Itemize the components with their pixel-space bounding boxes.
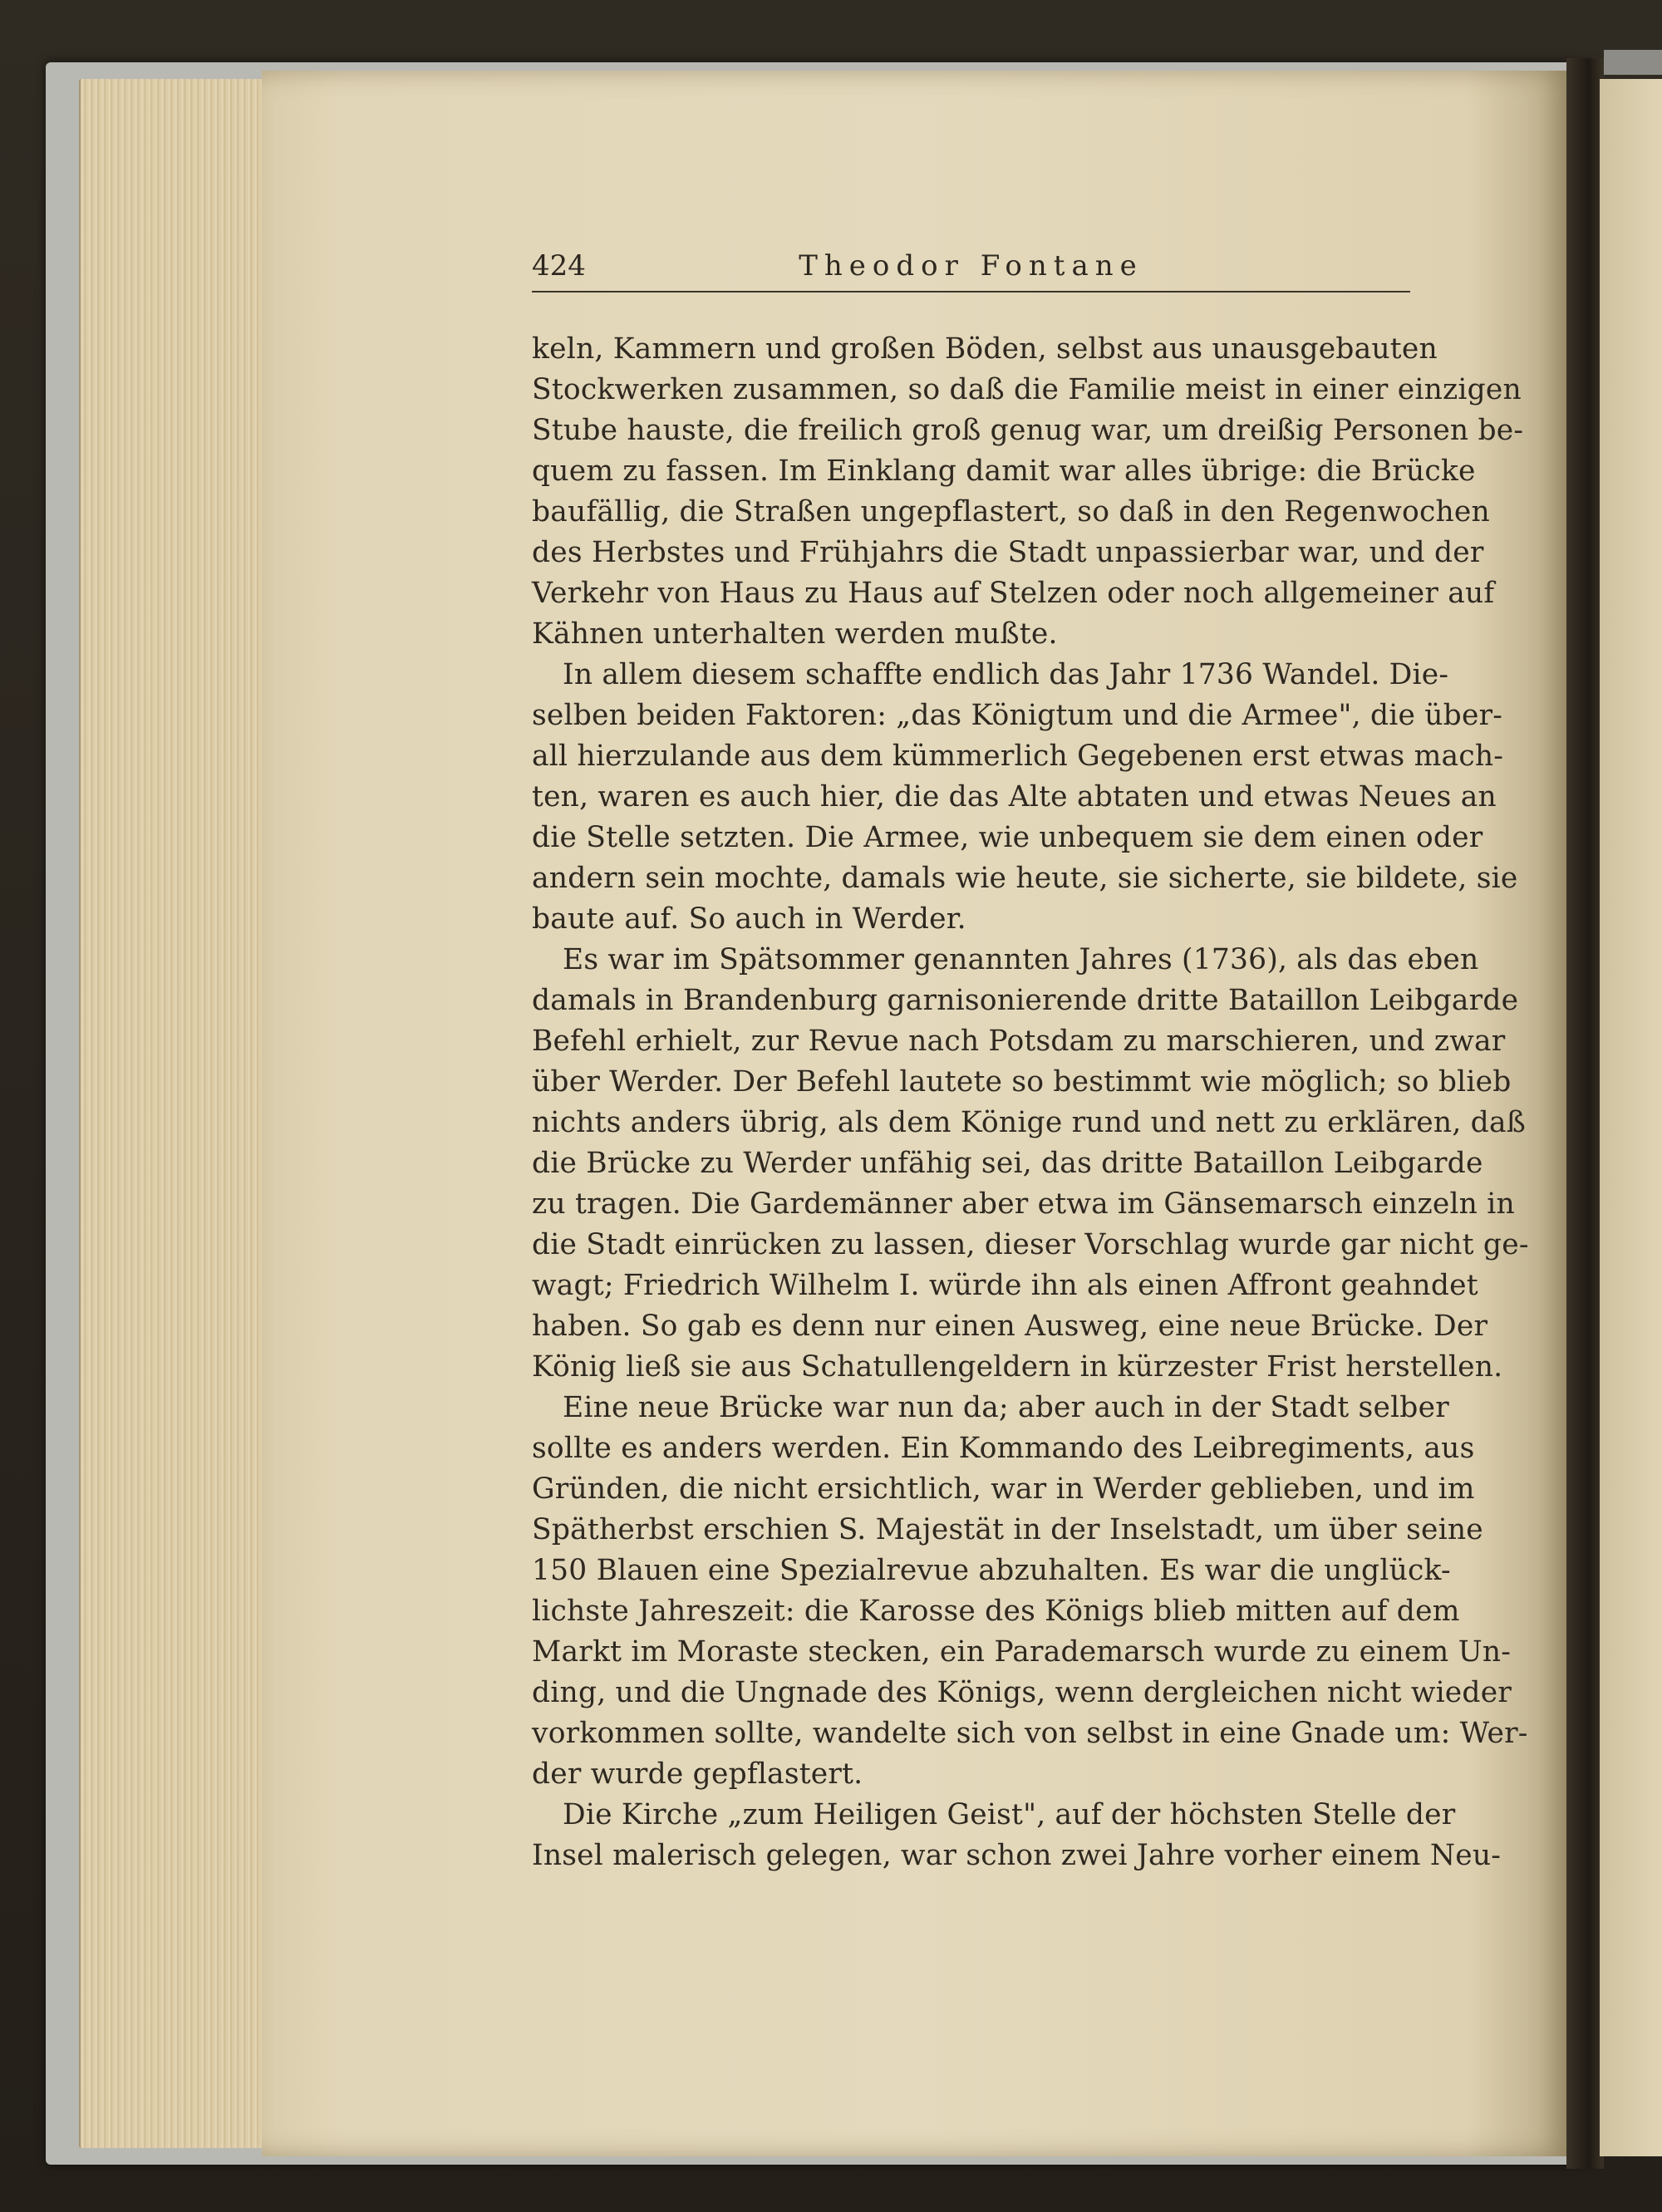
text-line: König ließ sie aus Schatullengeldern in kürzester Frist herstellen. [532,1350,1503,1384]
text-line: die Stadt einrücken zu lassen, dieser Vorschlag wurde gar nicht ge- [532,1228,1529,1261]
text-line: Kähnen unterhalten werden mußte. [532,617,1058,651]
text-line: quem zu fassen. Im Einklang damit war alles übrige: die Brücke [532,455,1476,488]
body-text [532,329,1529,1876]
text-line: keln, Kammern und großen Böden, selbst aus unausgebauten [532,332,1438,366]
page-edges [79,79,272,2148]
text-line: selben beiden Faktoren: „das Königtum und die Armee", die über- [532,699,1503,732]
page-number: 424 [532,249,586,283]
text-line: 150 Blauen eine Spezialrevue abzuhalten. Es war die unglück- [532,1554,1451,1587]
text-line: wagt; Friedrich Wilhelm I. würde ihn als einen Affront geahndet [532,1269,1478,1302]
text-line: sollte es anders werden. Ein Kommando des Leibregiments, aus [532,1432,1475,1465]
spine-strip [1604,50,1662,75]
text-line: Gründen, die nicht ersichtlich, war in Werder geblieben, und im [532,1472,1475,1506]
text-line: Spätherbst erschien S. Majestät in der Inselstadt, um über seine [532,1513,1483,1546]
text-line: die Brücke zu Werder unfähig sei, das dritte Bataillon Leibgarde [532,1147,1483,1180]
text-line: Stube hauste, die freilich groß genug war, um dreißig Personen be- [532,414,1524,447]
text-line: haben. So gab es denn nur einen Ausweg, eine neue Brücke. Der [532,1310,1488,1343]
text-line: des Herbstes und Frühjahrs die Stadt unpassierbar war, und der [532,536,1484,569]
book-gutter [1566,58,1604,2169]
text-line: zu tragen. Die Gardemänner aber etwa im Gänsemarsch einzeln in [532,1187,1515,1221]
text-line: ten, waren es auch hier, die das Alte abtaten und etwas Neues an [532,780,1497,814]
text-line: damals in Brandenburg garnisonierende dritte Bataillon Leibgarde [532,984,1519,1017]
text-line: Die Kirche „zum Heiligen Geist", auf der höchsten Stelle der [563,1798,1456,1831]
running-head [532,249,1410,292]
facing-page-edge [1600,79,1662,2156]
text-line: Markt im Moraste stecken, ein Parademarsch wurde zu einem Un- [532,1635,1512,1669]
text-line: baute auf. So auch in Werder. [532,902,966,936]
text-line: Eine neue Brücke war nun da; aber auch in der Stadt selber [563,1391,1449,1424]
text-line: Befehl erhielt, zur Revue nach Potsdam zu marschieren, und zwar [532,1025,1506,1058]
text-line: In allem diesem schaffte endlich das Jahr 1736 Wandel. Die- [563,658,1449,691]
text-line: vorkommen sollte, wandelte sich von selbst in eine Gnade um: Wer- [532,1717,1528,1750]
text-line: über Werder. Der Befehl lautete so bestimmt wie möglich; so blieb [532,1065,1512,1099]
text-line: nichts anders übrig, als dem Könige rund und nett zu erklären, daß [532,1106,1526,1139]
text-line: Es war im Spätsommer genannten Jahres (1736), als das eben [563,943,1479,976]
text-line: die Stelle setzten. Die Armee, wie unbequem sie dem einen oder [532,821,1483,854]
text-line: Insel malerisch gelegen, war schon zwei Jahre vorher einem Neu- [532,1839,1502,1872]
text-line: lichste Jahreszeit: die Karosse des Königs blieb mitten auf dem [532,1595,1460,1628]
text-line: ding, und die Ungnade des Königs, wenn dergleichen nicht wieder [532,1676,1512,1709]
text-line: Stockwerken zusammen, so daß die Familie meist in einer einzigen [532,373,1522,406]
text-line: baufällig, die Straßen ungepflastert, so daß in den Regenwochen [532,495,1490,528]
text-line: andern sein mochte, damals wie heute, sie sicherte, sie bildete, sie [532,862,1518,895]
running-title: Theodor Fontane [799,249,1143,283]
text-line: der wurde gepflastert. [532,1757,863,1791]
text-line: Verkehr von Haus zu Haus auf Stelzen oder noch allgemeiner auf [532,577,1495,610]
text-line: all hierzulande aus dem kümmerlich Gegebenen erst etwas mach- [532,740,1504,773]
